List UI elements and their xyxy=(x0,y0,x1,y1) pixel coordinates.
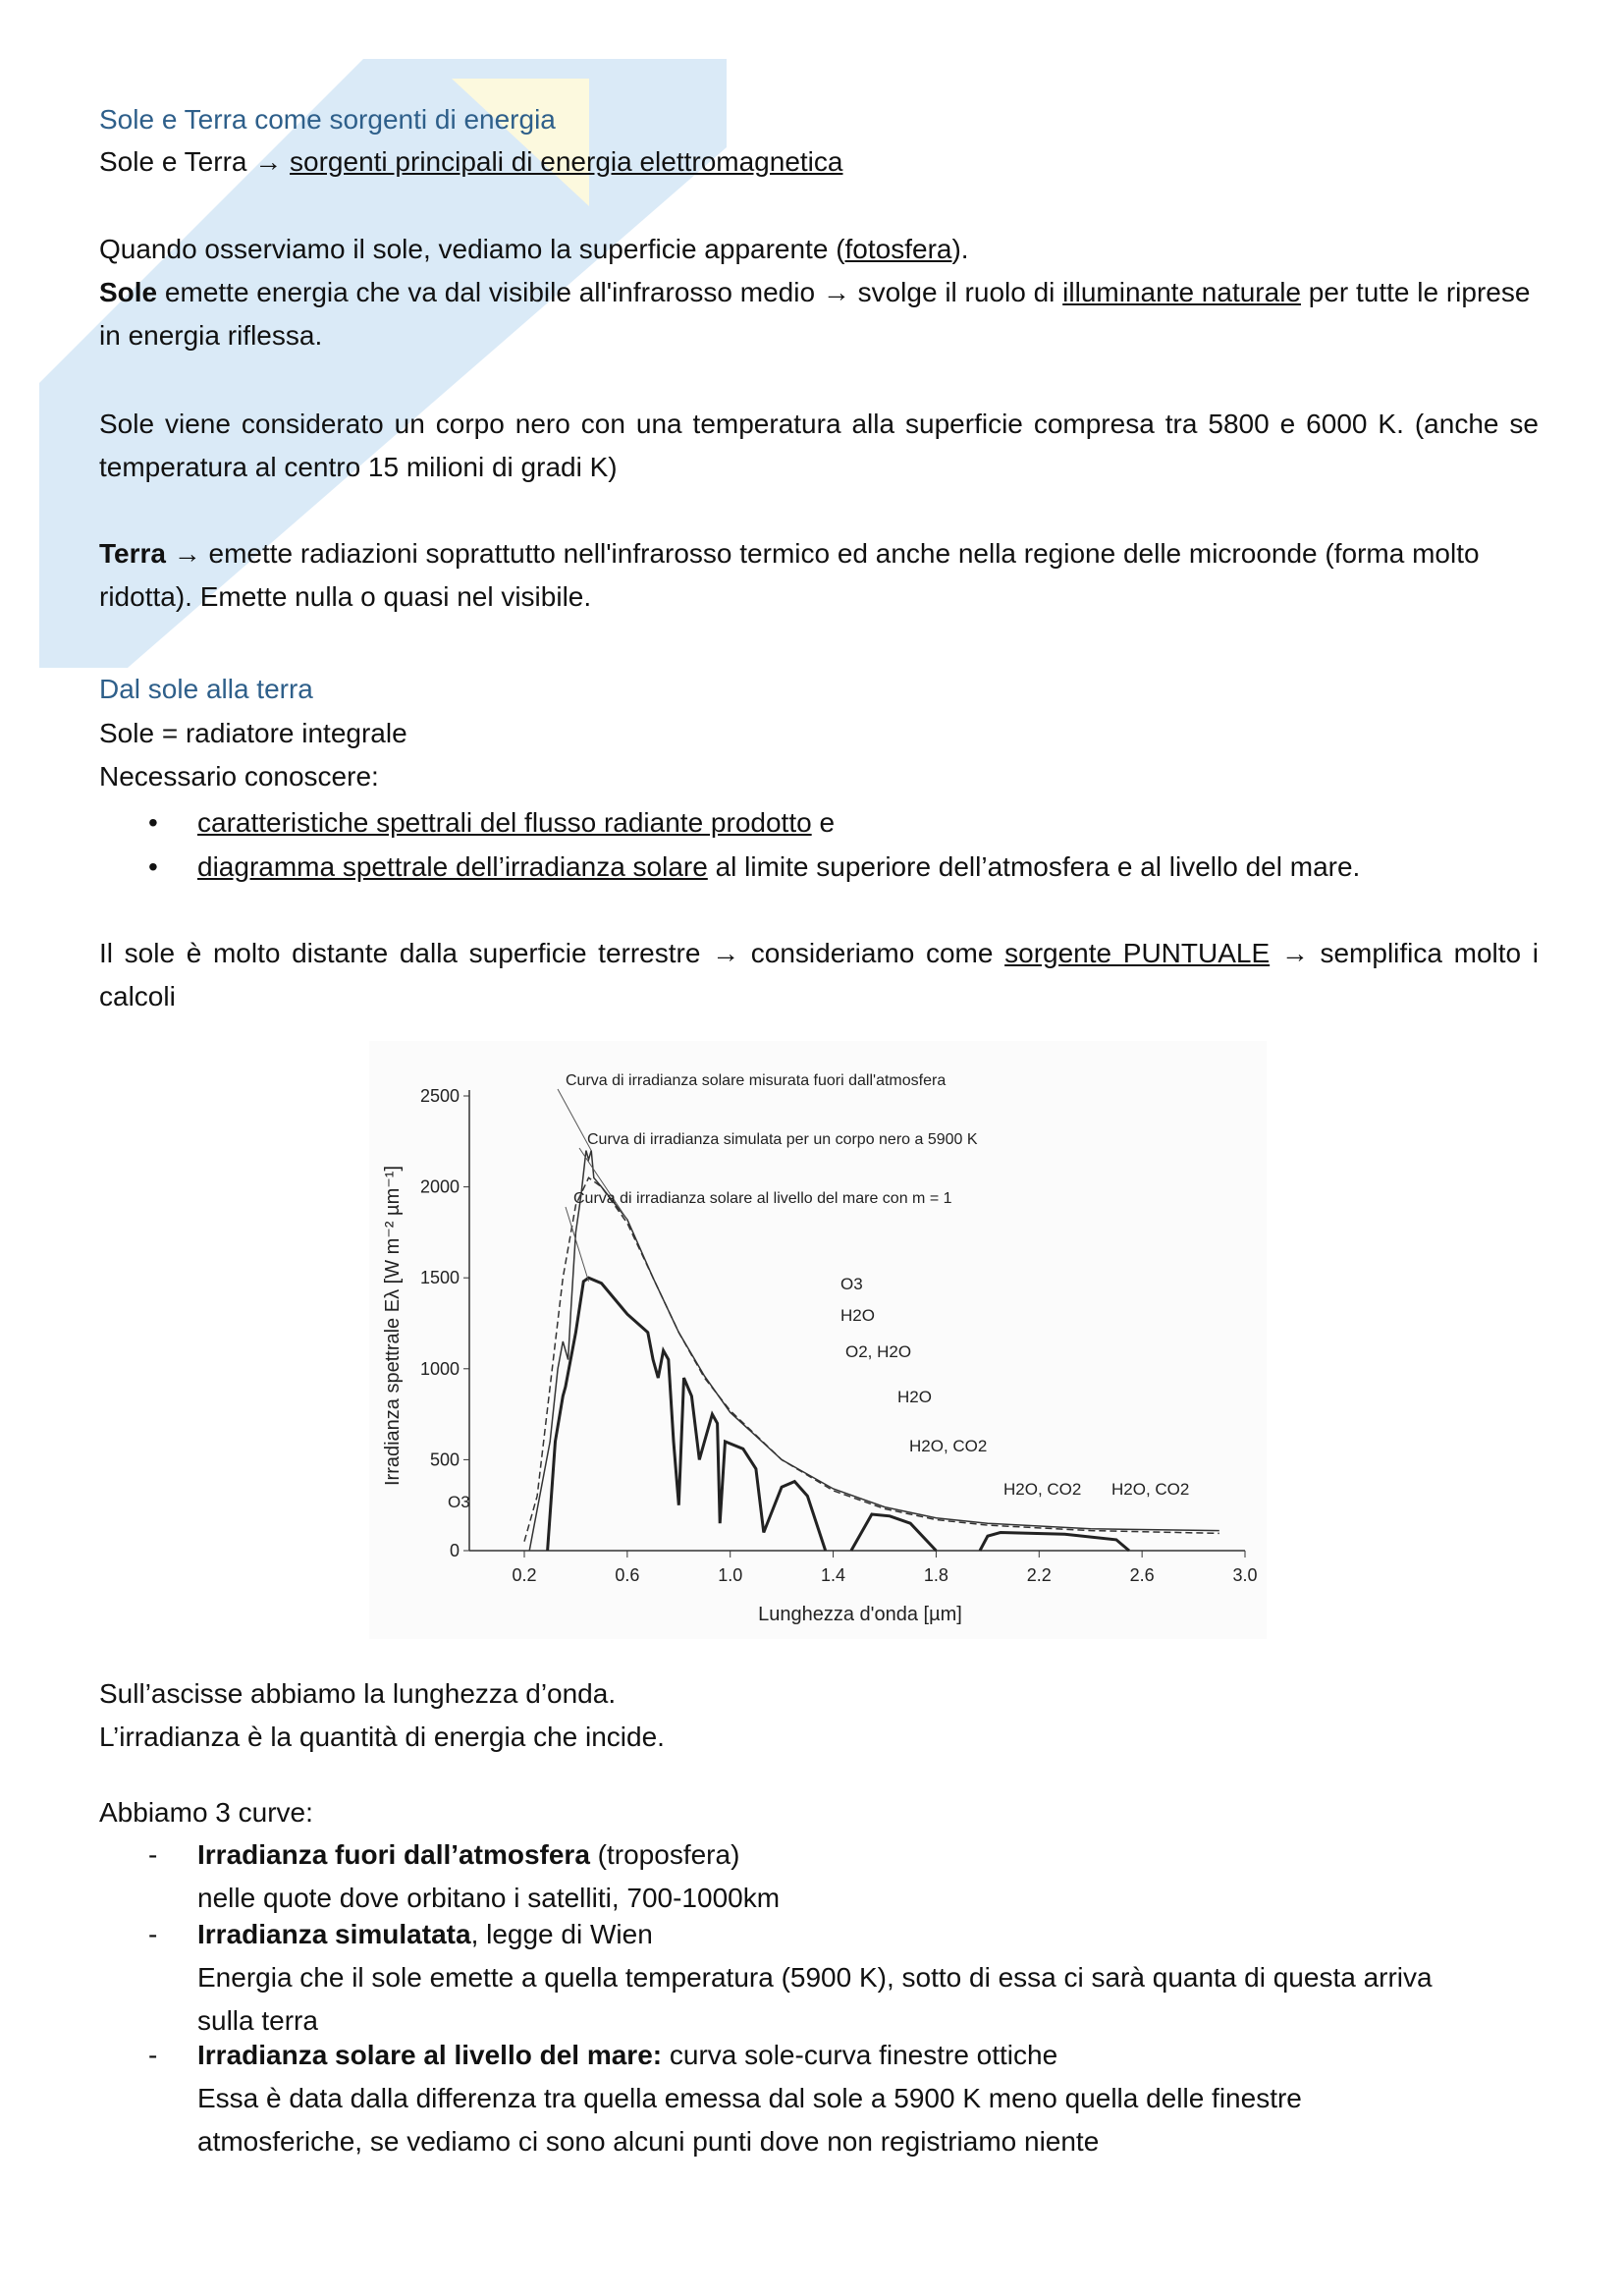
x-axis-label: Lunghezza d'onda [µm] xyxy=(758,1604,962,1625)
x-tick-label: 1.4 xyxy=(821,1565,846,1585)
curve-description: Essa è data dalla differenza tra quella emessa dal sole a 5900 K meno quella delle finestre atmosferiche, se vediamo ci sono alcuni punti dove non registriamo niente xyxy=(197,2083,1302,2157)
x-tick-label: 3.0 xyxy=(1232,1565,1258,1585)
heading-sole-terra: Sole e Terra come sorgenti di energia xyxy=(99,104,556,135)
absorption-label: H2O xyxy=(840,1306,875,1325)
para-fotosfera: Quando osserviamo il sole, vediamo la superficie apparente (fotosfera). Sole emette energia che va dal visibile all'infrarosso medio → svolge il ruolo di illuminante naturale per tutte le riprese in energia riflessa. xyxy=(99,234,1531,351)
y-tick-label: 500 xyxy=(429,1449,460,1470)
curve-note: , legge di Wien xyxy=(470,1919,653,1949)
callout-line xyxy=(579,1148,627,1220)
absorption-label: O3 xyxy=(448,1493,470,1511)
x-tick-label: 1.8 xyxy=(923,1565,948,1585)
curve-note: curva sole-curva finestre ottiche xyxy=(662,2040,1058,2070)
heading-dal-sole: Dal sole alla terra xyxy=(99,674,313,704)
curve-item xyxy=(197,1833,1474,1920)
absorption-label: H2O xyxy=(897,1388,932,1406)
dash-icon: - xyxy=(148,1839,158,1870)
curve-item xyxy=(197,1913,1474,2043)
para-ascisse: Sull’ascisse abbiamo la lunghezza d’onda. L’irradianza è la quantità di energia che incide. xyxy=(99,1678,665,1752)
y-tick-label: 2000 xyxy=(419,1176,460,1197)
absorption-label: H2O, CO2 xyxy=(909,1437,988,1455)
absorption-label: H2O, CO2 xyxy=(1111,1480,1190,1499)
bullet-item: diagramma spettrale dell’irradianza solare al limite superiore dell’atmosfera e al livello del mare. xyxy=(197,851,1361,882)
curve-description: Energia che il sole emette a quella temperatura (5900 K), sotto di essa ci sarà quanta di questa arriva sulla terra xyxy=(197,1962,1433,2036)
dash-icon: - xyxy=(148,2040,158,2070)
curve-name: Irradianza solare al livello del mare: xyxy=(197,2040,663,2070)
y-axis-label: Irradianza spettrale Eλ [W m⁻² µm⁻¹] xyxy=(382,1165,404,1487)
list-title: Abbiamo 3 curve: xyxy=(99,1797,313,1828)
absorption-label: O2, H2O xyxy=(845,1342,912,1361)
bullet-icon: • xyxy=(148,851,158,882)
x-tick-label: 2.6 xyxy=(1129,1565,1155,1585)
bullet-icon: • xyxy=(148,807,158,838)
curve-name: Irradianza simulatata xyxy=(197,1919,471,1949)
y-tick-label: 1500 xyxy=(419,1268,460,1288)
curve-name: Irradianza fuori dall’atmosfera xyxy=(197,1839,590,1870)
x-tick-label: 1.0 xyxy=(718,1565,743,1585)
curve-description: nelle quote dove orbitano i satelliti, 700-1000km xyxy=(197,1883,781,1913)
absorption-label: H2O, CO2 xyxy=(1003,1480,1082,1499)
line-sorgenti: Sole e Terra → sorgenti principali di energia elettromagnetica xyxy=(99,146,843,177)
absorption-label: O3 xyxy=(840,1275,863,1293)
y-tick-label: 1000 xyxy=(419,1358,460,1379)
x-tick-label: 2.2 xyxy=(1026,1565,1052,1585)
bullet-item: caratteristiche spettrali del flusso radiante prodotto e xyxy=(197,807,836,838)
series-label: Curva di irradianza solare misurata fuori dall'atmosfera xyxy=(566,1072,947,1089)
curve-item xyxy=(197,2034,1474,2163)
para-corpo-nero: Sole viene considerato un corpo nero con una temperatura alla superficie compresa tra 5800 e 6000 K. (anche se temperatura al centro 15 milioni di gradi K) xyxy=(99,409,1539,482)
irradiance-chart xyxy=(369,1041,1267,1639)
x-tick-label: 0.6 xyxy=(615,1565,640,1585)
series-label: Curva di irradianza simulata per un corpo nero a 5900 K xyxy=(587,1131,978,1148)
y-tick-label: 2500 xyxy=(419,1086,460,1106)
line-necessario: Necessario conoscere: xyxy=(99,761,379,792)
y-tick-label: 0 xyxy=(449,1541,460,1560)
series-line-2 xyxy=(548,1278,1129,1551)
para-puntuale: Il sole è molto distante dalla superficie terrestre → consideriamo come sorgente PUNTUALE → semplifica molto i calcoli xyxy=(99,938,1540,1011)
dash-icon: - xyxy=(148,1919,158,1949)
curve-note: (troposfera) xyxy=(589,1839,740,1870)
series-label: Curva di irradianza solare al livello del mare con m = 1 xyxy=(573,1190,952,1207)
para-terra: Terra → emette radiazioni soprattutto nell'infrarosso termico ed anche nella regione delle microonde (forma molto ridotta). Emette nulla o quasi nel visibile. xyxy=(99,538,1480,612)
line-radiatore: Sole = radiatore integrale xyxy=(99,718,407,748)
x-tick-label: 0.2 xyxy=(512,1565,537,1585)
